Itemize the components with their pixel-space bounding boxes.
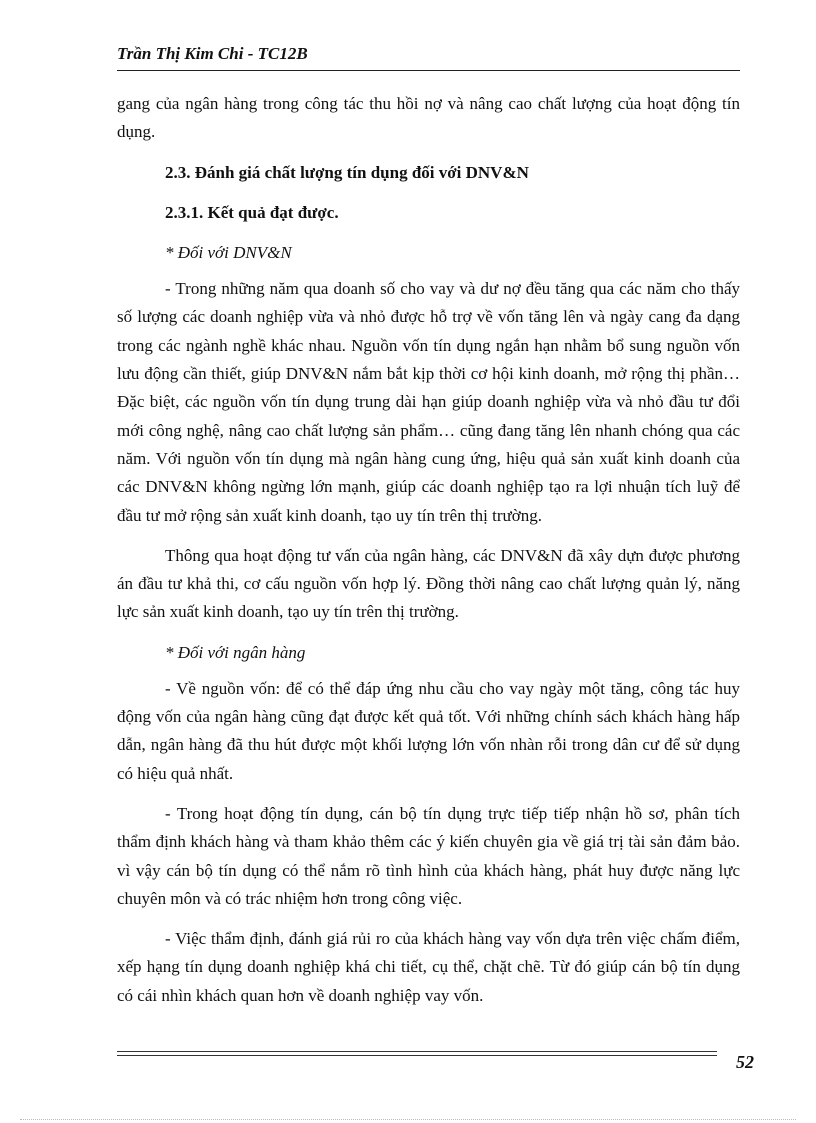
subsection-heading: 2.3.1. Kết quả đạt được. (165, 202, 339, 222)
paragraph-bank-1: - Về nguồn vốn: để có thể đáp ứng nhu cầu cho vay ngày một tăng, công tác huy động vốn của ngân hàng cũng đạt được kết quả tốt. Với những chính sách khách hàng hấp dẫn, ngân hàng đã thu hút được một khối lượng lớn vốn nhàn rỗi trong dân cư để sử dụng có hiệu quả nhất. (117, 678, 740, 783)
header-rule (117, 70, 740, 71)
section-heading: 2.3. Đánh giá chất lượng tín dụng đối với DNV&N (165, 162, 529, 182)
running-header: Trần Thị Kim Chi - TC12B (117, 44, 308, 63)
page-number: 52 (736, 1052, 754, 1072)
paragraph-dnvn-2: Thông qua hoạt động tư vấn của ngân hàng, các DNV&N đã xây dựn được phương án đầu tư khả thi, cơ cấu nguồn vốn hợp lý. Đồng thời nâng cao chất lượng quản lý, năng lực sản xuất kinh doanh, tạo uy tín trên thị trường. (117, 545, 740, 622)
subheading-dnvn: * Đối với DNV&N (165, 243, 292, 263)
footer-rule-top (117, 1051, 717, 1052)
paragraph-dnvn-1: - Trong những năm qua doanh số cho vay và dư nợ đều tăng qua các năm cho thấy số lượng các doanh nghiệp vừa và nhỏ được hỗ trợ về vốn tăng lên và ngày cang đa dạng trong các ngành nghề khác nhau. Nguồn vốn tín dụng ngắn hạn nhằm bổ sung nguồn vốn lưu động cần thiết, giúp DNV&N nắm bắt kịp thời cơ hội kinh doanh, mở rộng thị phần… Đặc biệt, các nguồn vốn tín dụng trung dài hạn giúp doanh nghiệp vừa và nhỏ đầu tư đổi mới công nghệ, nâng cao chất lượng sản phẩm… cũng đang tăng lên nhanh chóng qua các năm. Với nguồn vốn tín dụng mà ngân hàng cung ứng, hiệu quả sản xuất kinh doanh của các DNV&N không ngừng lớn mạnh, giúp các doanh nghiệp tạo ra lợi nhuận tích luỹ để đầu tư mở rộng sản xuất kinh doanh, tạo uy tín trên thị trường. (117, 279, 740, 525)
paragraph-bank-3: - Việc thẩm định, đánh giá rủi ro của khách hàng vay vốn dựa trên việc chấm điểm, xếp hạng tín dụng doanh nghiệp khá chi tiết, cụ thể, chặt chẽ. Từ đó giúp cán bộ tín dụng có cái nhìn khách quan hơn về doanh nghiệp vay vốn. (117, 929, 740, 1005)
page-edge-divider (20, 1119, 796, 1120)
subheading-bank: * Đối với ngân hàng (165, 642, 306, 662)
footer-rule-bottom (117, 1055, 717, 1056)
page-body (117, 90, 740, 1022)
paragraph-bank-2: - Trong hoạt động tín dụng, cán bộ tín dụng trực tiếp tiếp nhận hồ sơ, phân tích thẩm định khách hàng và tham khảo thêm các ý kiến chuyên gia về giá trị tài sản đảm bảo. vì vậy cán bộ tín dụng có thể nắm rõ tình hình của khách hàng, phát huy được năng lực chuyên môn và có trác nhiệm hơn trong công việc. (117, 803, 740, 908)
paragraph-continuation: gang của ngân hàng trong công tác thu hồi nợ và nâng cao chất lượng của hoạt động tín dụng. (117, 94, 740, 142)
